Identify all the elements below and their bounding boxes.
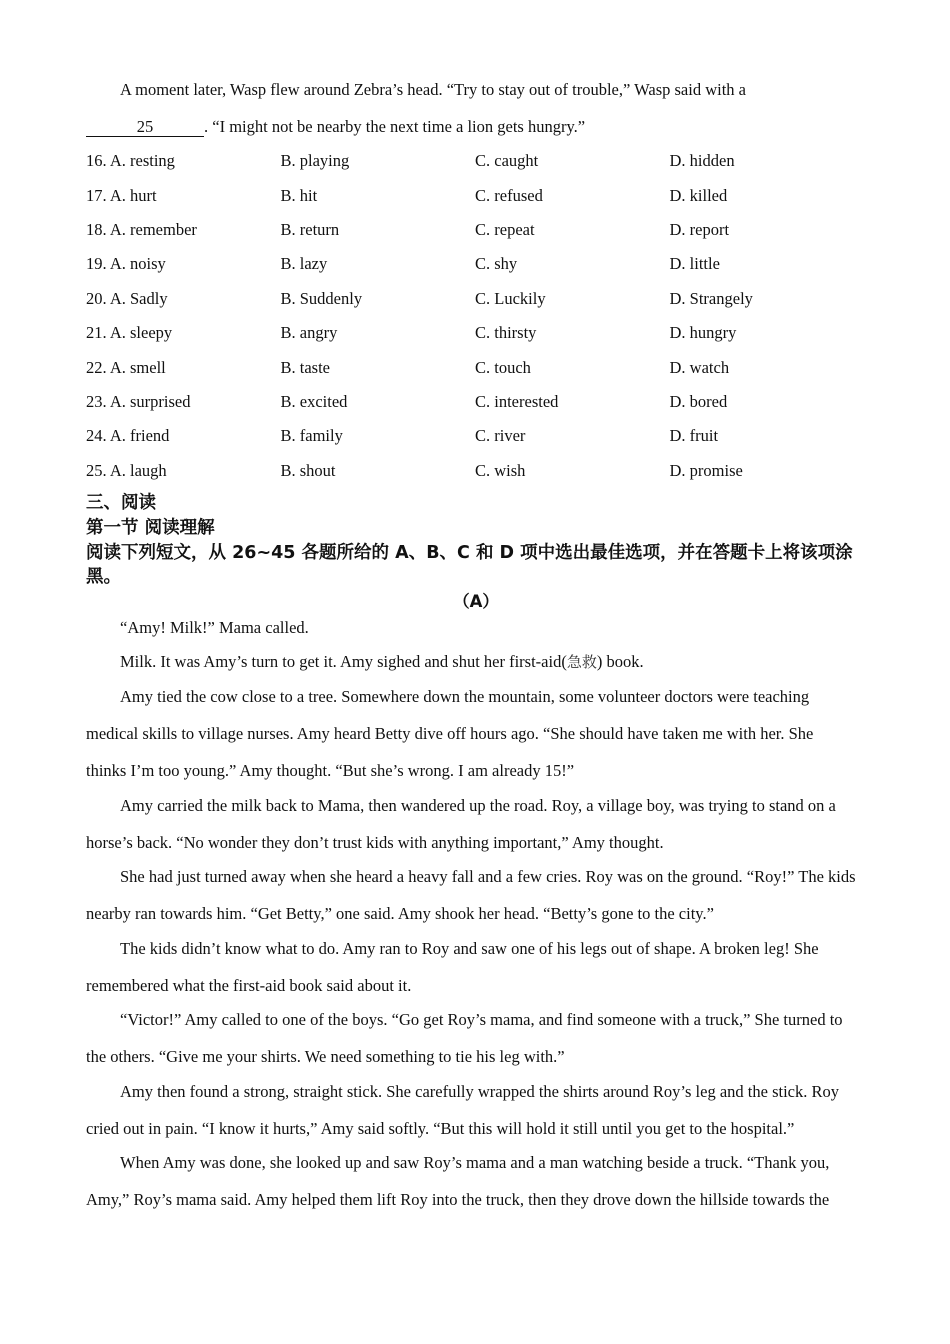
blank-line [86, 108, 585, 145]
instructions: 阅读下列短文，从 26~45 各题所给的 A、B、C 和 D 项中选出最佳选项，并在答题卡上将该项涂黑。 [86, 543, 853, 587]
passage-paragraph [86, 1073, 856, 1147]
passage-paragraph-7: “Victor!” Amy called to one of the boys. “Go get Roy’s mama, and find someone with a truck,” She turned to the others. “Give me your shirts. We need something to tie his leg with.” [86, 1010, 843, 1066]
option-b: B. family [280, 426, 343, 446]
passage-paragraph [86, 645, 856, 679]
option-d: D. bored [669, 391, 728, 411]
option-b: B. hit [280, 185, 318, 205]
option-c: C. shy [475, 254, 518, 274]
option-d: D. killed [669, 185, 728, 205]
option-d: D. little [669, 254, 720, 274]
passage-paragraph [86, 787, 856, 861]
option-row [86, 144, 866, 178]
option-row [86, 419, 866, 453]
option-a: 23. A. surprised [86, 391, 191, 411]
passage-paragraph [86, 678, 856, 789]
option-a: 17. A. hurt [86, 185, 157, 205]
option-a: 25. A. laugh [86, 460, 167, 480]
passage-label: （A） [453, 592, 499, 611]
p2-text-before: Milk. It was Amy’s turn to get it. Amy sighed and shut her first-aid( [120, 652, 567, 671]
option-c: C. river [475, 426, 526, 446]
option-a: 18. A. remember [86, 219, 197, 239]
passage-paragraph-8: Amy then found a strong, straight stick. She carefully wrapped the shirts around Roy’s leg and the stick. Roy cried out in pain. “I know it hurts,” Amy said softly. “But this will hold it still until you get to the hospital.” [86, 1082, 839, 1138]
option-c: C. interested [475, 391, 559, 411]
option-c: C. repeat [475, 219, 535, 239]
options-list [86, 144, 866, 488]
option-d: D. promise [669, 460, 743, 480]
option-c: C. touch [475, 357, 531, 377]
option-c: C. thirsty [475, 323, 537, 343]
option-a: 19. A. noisy [86, 254, 166, 274]
intro-paragraph: A moment later, Wasp flew around Zebra’s head. “Try to stay out of trouble,” Wasp said with a [120, 80, 746, 99]
blank-after-text: . “I might not be nearby the next time a lion gets hungry.” [204, 117, 586, 136]
passage-paragraph-2 [86, 645, 856, 679]
answer-blank: 25 [86, 118, 204, 137]
option-row [86, 385, 866, 419]
option-d: D. report [669, 219, 730, 239]
option-b: B. return [280, 219, 340, 239]
option-row [86, 350, 866, 384]
option-row [86, 178, 866, 212]
option-row [86, 247, 866, 281]
option-b: B. excited [280, 391, 348, 411]
passage-paragraph [86, 930, 856, 1004]
option-a: 20. A. Sadly [86, 288, 168, 308]
passage-paragraph-5: She had just turned away when she heard a heavy fall and a few cries. Roy was on the ground. “Roy!” The kids nearby ran towards him. “Get Betty,” one said. Amy shook her head. “Betty’s gone to the city.” [86, 867, 856, 923]
option-b: B. shout [280, 460, 336, 480]
passage-paragraph-6: The kids didn’t know what to do. Amy ran to Roy and saw one of his legs out of shape. A broken leg! She remembered what the first-aid book said about it. [86, 939, 819, 995]
p2-chinese-gloss: 急救 [566, 653, 597, 671]
option-b: B. angry [280, 323, 338, 343]
passage-paragraph-1: “Amy! Milk!” Mama called. [120, 618, 309, 637]
passage-paragraph-9: When Amy was done, she looked up and saw Roy’s mama and a man watching beside a truck. “Thank you, Amy,” Roy’s mama said. Amy helped them lift Roy into the truck, then they drove down the hillside towards the [86, 1153, 830, 1209]
passage-paragraph [86, 1144, 856, 1218]
option-b: B. lazy [280, 254, 328, 274]
option-c: C. wish [475, 460, 526, 480]
passage-paragraph-3: Amy tied the cow close to a tree. Somewhere down the mountain, some volunteer doctors were teaching medical skills to village nurses. Amy heard Betty dive off hours ago. “She should have taken me with her. She thinks I’m too young.” Amy thought. “But she’s wrong. I am already 15!” [86, 687, 814, 780]
passage-paragraph [86, 611, 856, 645]
option-b: B. Suddenly [280, 288, 363, 308]
part-title: 第一节 阅读理解 [86, 518, 215, 538]
option-a: 24. A. friend [86, 426, 170, 446]
option-c: C. Luckily [475, 288, 546, 308]
section-title: 三、阅读 [86, 493, 156, 513]
option-d: D. hidden [669, 151, 735, 171]
option-a: 21. A. sleepy [86, 323, 173, 343]
option-d: D. watch [669, 357, 730, 377]
option-row [86, 213, 866, 247]
option-a: 22. A. smell [86, 357, 166, 377]
passage-paragraph-4: Amy carried the milk back to Mama, then wandered up the road. Roy, a village boy, was trying to stand on a horse’s back. “No wonder they don’t trust kids with anything important,” Amy thought. [86, 796, 836, 852]
option-c: C. caught [475, 151, 539, 171]
option-a: 16. A. resting [86, 151, 175, 171]
passage-paragraph [86, 858, 856, 932]
option-b: B. playing [280, 151, 350, 171]
option-c: C. refused [475, 185, 543, 205]
option-d: D. fruit [669, 426, 719, 446]
p2-text-after: ) book. [596, 652, 644, 671]
passage-paragraph [86, 1001, 856, 1075]
option-d: D. Strangely [669, 288, 753, 308]
option-d: D. hungry [669, 323, 737, 343]
option-row [86, 316, 866, 350]
option-row [86, 282, 866, 316]
option-b: B. taste [280, 357, 330, 377]
option-row [86, 454, 866, 488]
